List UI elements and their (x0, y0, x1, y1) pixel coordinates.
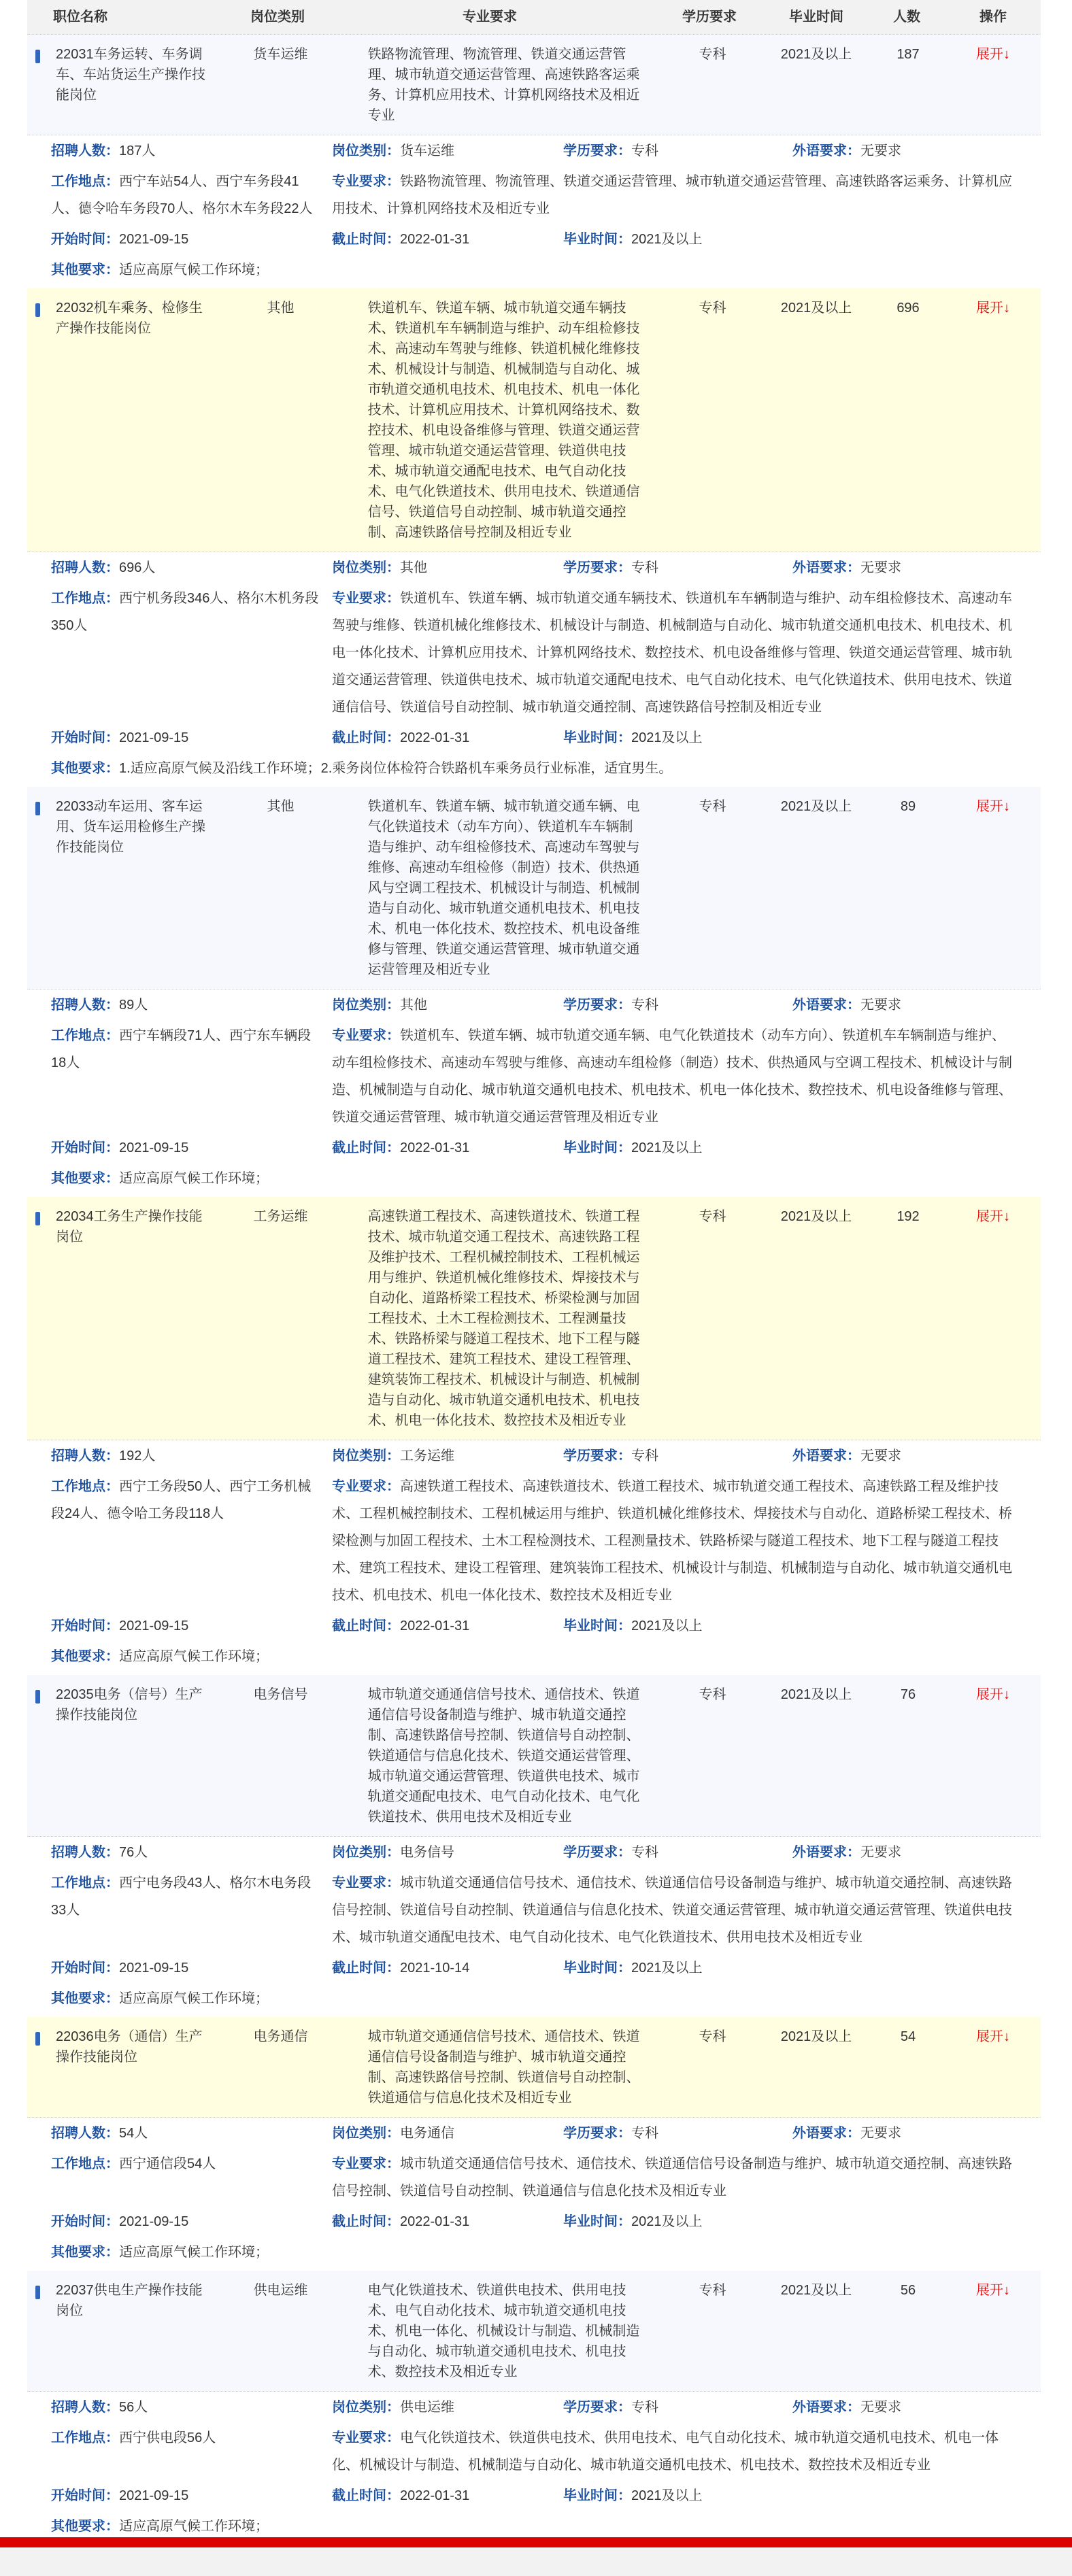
label-language: 外语要求： (792, 1448, 860, 1463)
footer-red-bar (0, 2537, 1072, 2547)
detail-language: 无要求 (860, 1448, 901, 1463)
label-count: 招聘人数： (51, 143, 119, 158)
position-summary (27, 787, 1041, 989)
detail-majors: 城市轨道交通通信信号技术、通信技术、铁道通信信号设备制造与维护、城市轨道交通控制、高速铁路信号控制、铁道信号自动控制、铁道通信与信息化技术、铁道交通运营管理、城市轨道交通运营管理、铁道供电技术、城市轨道交通配电技术、电气自动化技术、电气化铁道技术、供用电技术及相近专业 (332, 1876, 1012, 1945)
label-major: 专业要求： (332, 174, 400, 189)
row-marker-icon (35, 1212, 40, 1225)
detail-count: 76人 (119, 1845, 148, 1860)
label-start: 开始时间： (51, 1961, 119, 1976)
label-education: 学历要求： (563, 143, 631, 158)
detail-other: 1.适应高原气候及沿线工作环境；2.乘务岗位体检符合铁路机车乘务员行业标准，适宜男生。 (119, 761, 673, 776)
detail-location: 西宁机务段346人、格尔木机务段350人 (51, 591, 319, 633)
detail-majors: 城市轨道交通通信信号技术、通信技术、铁道通信信号设备制造与维护、城市轨道交通控制、高速铁路信号控制、铁道信号自动控制、铁道通信与信息化技术及相近专业 (332, 2156, 1012, 2199)
detail-language: 无要求 (860, 2400, 901, 2415)
position-name: 22034工务生产操作技能岗位 (56, 1209, 203, 1244)
position-education: 专科 (699, 47, 726, 62)
position-majors: 城市轨道交通通信信号技术、通信技术、铁道通信信号设备制造与维护、城市轨道交通控制、高速铁路信号控制、铁道信号自动控制、铁道通信与信息化技术、铁道交通运营管理、城市轨道交通运营管理、铁道供电技术、城市轨道交通配电技术、电气自动化技术、电气化铁道技术、供用电技术及相近专业 (367, 1687, 640, 1825)
detail-language: 无要求 (860, 2126, 901, 2141)
label-end: 截止时间： (332, 1961, 400, 1976)
position-count: 696 (897, 301, 920, 316)
label-language: 外语要求： (792, 560, 860, 575)
label-major: 专业要求： (332, 1479, 400, 1494)
detail-graduation: 2021及以上 (631, 1140, 703, 1155)
detail-start: 2021-09-15 (119, 2214, 189, 2229)
label-end: 截止时间： (332, 1619, 400, 1633)
position-majors: 铁路物流管理、物流管理、铁道交通运营管理、城市轨道交通运营管理、高速铁路客运乘务、计算机应用技术、计算机网络技术及相近专业 (367, 47, 640, 123)
detail-education: 专科 (631, 2400, 658, 2415)
position-category: 供电运维 (253, 2283, 308, 2298)
label-start: 开始时间： (51, 2488, 119, 2503)
label-major: 专业要求： (332, 1028, 400, 1043)
detail-education: 专科 (631, 1448, 658, 1463)
detail-other: 适应高原气候工作环境； (119, 1649, 269, 1664)
position-row (27, 1675, 1041, 2017)
detail-category: 其他 (400, 998, 427, 1013)
position-detail (27, 135, 1041, 288)
detail-education: 专科 (631, 560, 658, 575)
detail-end: 2022-01-31 (400, 2488, 470, 2503)
detail-category: 电务通信 (400, 2126, 454, 2141)
label-start: 开始时间： (51, 730, 119, 745)
position-category: 电务信号 (253, 1687, 308, 1702)
position-category: 其他 (267, 799, 295, 814)
position-graduation: 2021及以上 (780, 2283, 852, 2298)
label-graduation: 毕业时间： (563, 1961, 631, 1976)
detail-end: 2022-01-31 (400, 1140, 470, 1155)
detail-end: 2022-01-31 (400, 1619, 470, 1633)
expand-button[interactable]: 展开↓ (976, 2029, 1010, 2044)
position-detail (27, 989, 1041, 1197)
label-other: 其他要求： (51, 761, 119, 776)
detail-start: 2021-09-15 (119, 1961, 189, 1976)
header-name: 职位名称 (53, 10, 107, 24)
label-education: 学历要求： (563, 1448, 631, 1463)
label-other: 其他要求： (51, 2519, 119, 2534)
position-detail (27, 1440, 1041, 1675)
label-language: 外语要求： (792, 2126, 860, 2141)
position-row (27, 2271, 1041, 2545)
detail-count: 192人 (119, 1448, 156, 1463)
label-end: 截止时间： (332, 232, 400, 247)
position-detail (27, 552, 1041, 787)
label-count: 招聘人数： (51, 2400, 119, 2415)
detail-end: 2022-01-31 (400, 730, 470, 745)
detail-location: 西宁工务段50人、西宁工务机械段24人、德令哈工务段118人 (51, 1479, 312, 1521)
label-count: 招聘人数： (51, 2126, 119, 2141)
detail-other: 适应高原气候工作环境； (119, 2519, 269, 2534)
position-education: 专科 (699, 1209, 726, 1224)
label-language: 外语要求： (792, 1845, 860, 1860)
label-other: 其他要求： (51, 1649, 119, 1664)
position-count: 187 (897, 47, 920, 62)
position-graduation: 2021及以上 (780, 2029, 852, 2044)
detail-language: 无要求 (860, 998, 901, 1013)
detail-language: 无要求 (860, 1845, 901, 1860)
position-summary (27, 1675, 1041, 1837)
label-end: 截止时间： (332, 2214, 400, 2229)
label-other: 其他要求： (51, 1991, 119, 2006)
footer (0, 2547, 1072, 2576)
expand-button[interactable]: 展开↓ (976, 301, 1010, 316)
label-graduation: 毕业时间： (563, 1140, 631, 1155)
position-summary (27, 288, 1041, 552)
header-count: 人数 (893, 10, 920, 24)
detail-start: 2021-09-15 (119, 232, 189, 247)
detail-category: 供电运维 (400, 2400, 454, 2415)
row-marker-icon (35, 303, 40, 317)
detail-other: 适应高原气候工作环境； (119, 2245, 269, 2260)
table-header (27, 0, 1041, 35)
position-name: 22033动车运用、客车运用、货车运用检修生产操作技能岗位 (56, 799, 205, 855)
detail-education: 专科 (631, 1845, 658, 1860)
position-majors: 铁道机车、铁道车辆、城市轨道交通车辆技术、铁道机车车辆制造与维护、动车组检修技术、高速动车驾驶与维修、铁道机械化维修技术、机械设计与制造、机械制造与自动化、城市轨道交通机电技术、机电技术、机电一体化技术、计算机应用技术、计算机网络技术、数控技术、机电设备维修与管理、铁道交通运营管理、城市轨道交通运营管理、铁道供电技术、城市轨道交通配电技术、电气自动化技术、电气化铁道技术、供用电技术、铁道通信信号、铁道信号自动控制、城市轨道交通控制、高速铁路信号控制及相近专业 (367, 301, 640, 540)
position-count: 56 (900, 2283, 916, 2298)
label-start: 开始时间： (51, 1619, 119, 1633)
position-name: 22035电务（信号）生产操作技能岗位 (56, 1687, 203, 1723)
label-count: 招聘人数： (51, 998, 119, 1013)
label-location: 工作地点： (51, 174, 119, 189)
header-category: 岗位类别 (250, 10, 305, 24)
detail-location: 西宁车站54人、西宁车务段41人、德令哈车务段70人、格尔木车务段22人 (51, 174, 313, 216)
header-major: 专业要求 (463, 10, 517, 24)
detail-graduation: 2021及以上 (631, 1619, 703, 1633)
label-end: 截止时间： (332, 1140, 400, 1155)
label-other: 其他要求： (51, 2245, 119, 2260)
detail-location: 西宁车辆段71人、西宁东车辆段18人 (51, 1028, 312, 1070)
label-major: 专业要求： (332, 2430, 400, 2445)
label-start: 开始时间： (51, 1140, 119, 1155)
detail-end: 2022-01-31 (400, 232, 470, 247)
label-language: 外语要求： (792, 998, 860, 1013)
position-majors: 铁道机车、铁道车辆、城市轨道交通车辆、电气化铁道技术（动车方向）、铁道机车车辆制造与维护、动车组检修技术、高速动车驾驶与维修、高速动车组检修（制造）技术、供热通风与空调工程技术、机械设计与制造、机械制造与自动化、城市轨道交通机电技术、机电技术、机电一体化技术、数控技术、机电设备维修与管理、铁道交通运营管理、城市轨道交通运营管理及相近专业 (367, 799, 640, 977)
position-majors: 电气化铁道技术、铁道供电技术、供用电技术、电气自动化技术、城市轨道交通机电技术、机电一体化、机械设计与制造、机械制造与自动化、城市轨道交通机电技术、机电技术、数控技术及相近专业 (367, 2283, 640, 2379)
detail-category: 电务信号 (400, 1845, 454, 1860)
label-category: 岗位类别： (332, 1448, 400, 1463)
position-graduation: 2021及以上 (780, 799, 852, 814)
position-summary (27, 35, 1041, 135)
detail-count: 54人 (119, 2126, 148, 2141)
detail-location: 西宁电务段43人、格尔木电务段33人 (51, 1876, 312, 1918)
label-education: 学历要求： (563, 998, 631, 1013)
label-count: 招聘人数： (51, 1448, 119, 1463)
detail-language: 无要求 (860, 560, 901, 575)
detail-language: 无要求 (860, 143, 901, 158)
detail-start: 2021-09-15 (119, 1619, 189, 1633)
detail-education: 专科 (631, 2126, 658, 2141)
position-education: 专科 (699, 2283, 726, 2298)
position-education: 专科 (699, 799, 726, 814)
detail-count: 187人 (119, 143, 156, 158)
label-start: 开始时间： (51, 2214, 119, 2229)
header-education: 学历要求 (682, 10, 737, 24)
position-category: 货车运维 (253, 47, 308, 62)
position-name: 22037供电生产操作技能岗位 (56, 2283, 203, 2318)
row-marker-icon (35, 50, 40, 63)
expand-button[interactable]: 展开↓ (976, 47, 1010, 62)
row-marker-icon (35, 2032, 40, 2046)
position-row (27, 288, 1041, 787)
position-majors: 高速铁道工程技术、高速铁道技术、铁道工程技术、城市轨道交通工程技术、高速铁路工程及维护技术、工程机械控制技术、工程机械运用与维护、铁道机械化维修技术、焊接技术与自动化、道路桥梁工程技术、桥梁检测与加固工程技术、土木工程检测技术、工程测量技术、铁路桥梁与隧道工程技术、地下工程与隧道工程技术、建筑工程技术、建设工程管理、建筑装饰工程技术、机械设计与制造、机械制造与自动化、城市轨道交通机电技术、机电技术、机电一体化技术、数控技术及相近专业 (367, 1209, 640, 1428)
label-category: 岗位类别： (332, 143, 400, 158)
position-graduation: 2021及以上 (780, 301, 852, 316)
label-category: 岗位类别： (332, 998, 400, 1013)
position-education: 专科 (699, 1687, 726, 1702)
detail-start: 2021-09-15 (119, 1140, 189, 1155)
positions-table (27, 0, 1041, 2545)
position-name: 22036电务（通信）生产操作技能岗位 (56, 2029, 203, 2065)
detail-end: 2021-10-14 (400, 1961, 470, 1976)
label-education: 学历要求： (563, 1845, 631, 1860)
detail-count: 56人 (119, 2400, 148, 2415)
detail-graduation: 2021及以上 (631, 232, 703, 247)
position-category: 其他 (267, 301, 295, 316)
position-category: 电务通信 (253, 2029, 308, 2044)
expand-button[interactable]: 展开↓ (976, 799, 1010, 814)
detail-majors: 高速铁道工程技术、高速铁道技术、铁道工程技术、城市轨道交通工程技术、高速铁路工程及维护技术、工程机械控制技术、工程机械运用与维护、铁道机械化维修技术、焊接技术与自动化、道路桥梁工程技术、桥梁检测与加固工程技术、土木工程检测技术、工程测量技术、铁路桥梁与隧道工程技术、地下工程与隧道工程技术、建筑工程技术、建设工程管理、建筑装饰工程技术、机械设计与制造、机械制造与自动化、城市轨道交通机电技术、机电技术、机电一体化技术、数控技术及相近专业 (332, 1479, 1012, 1603)
label-language: 外语要求： (792, 143, 860, 158)
expand-button[interactable]: 展开↓ (976, 1209, 1010, 1224)
label-major: 专业要求： (332, 2156, 400, 2171)
position-summary (27, 2271, 1041, 2392)
position-detail (27, 2118, 1041, 2271)
detail-category: 其他 (400, 560, 427, 575)
detail-graduation: 2021及以上 (631, 2214, 703, 2229)
label-count: 招聘人数： (51, 560, 119, 575)
label-category: 岗位类别： (332, 2400, 400, 2415)
label-graduation: 毕业时间： (563, 2214, 631, 2229)
detail-other: 适应高原气候工作环境； (119, 1171, 269, 1186)
detail-location: 西宁通信段54人 (119, 2156, 216, 2171)
position-category: 工务运维 (253, 1209, 308, 1224)
row-marker-icon (35, 2286, 40, 2299)
expand-button[interactable]: 展开↓ (976, 1687, 1010, 1702)
label-location: 工作地点： (51, 1479, 119, 1494)
label-graduation: 毕业时间： (563, 232, 631, 247)
position-count: 76 (900, 1687, 916, 1702)
position-row (27, 787, 1041, 1197)
header-graduation: 毕业时间 (789, 10, 843, 24)
label-education: 学历要求： (563, 2400, 631, 2415)
position-count: 54 (900, 2029, 916, 2044)
detail-other: 适应高原气候工作环境； (119, 262, 269, 277)
detail-education: 专科 (631, 998, 658, 1013)
row-marker-icon (35, 1690, 40, 1704)
detail-start: 2021-09-15 (119, 730, 189, 745)
label-location: 工作地点： (51, 2156, 119, 2171)
detail-category: 货车运维 (400, 143, 454, 158)
detail-majors: 铁路物流管理、物流管理、铁道交通运营管理、城市轨道交通运营管理、高速铁路客运乘务、计算机应用技术、计算机网络技术及相近专业 (332, 174, 1012, 216)
label-education: 学历要求： (563, 2126, 631, 2141)
position-summary (27, 1197, 1041, 1440)
row-marker-icon (35, 802, 40, 815)
detail-category: 工务运维 (400, 1448, 454, 1463)
label-category: 岗位类别： (332, 2126, 400, 2141)
label-start: 开始时间： (51, 232, 119, 247)
position-graduation: 2021及以上 (780, 47, 852, 62)
label-category: 岗位类别： (332, 1845, 400, 1860)
label-language: 外语要求： (792, 2400, 860, 2415)
label-location: 工作地点： (51, 1028, 119, 1043)
detail-majors: 铁道机车、铁道车辆、城市轨道交通车辆、电气化铁道技术（动车方向）、铁道机车车辆制造与维护、动车组检修技术、高速动车驾驶与维修、高速动车组检修（制造）技术、供热通风与空调工程技术、机械设计与制造、机械制造与自动化、城市轨道交通机电技术、机电技术、机电一体化技术、数控技术、机电设备维修与管理、铁道交通运营管理、城市轨道交通运营管理及相近专业 (332, 1028, 1012, 1125)
expand-button[interactable]: 展开↓ (976, 2283, 1010, 2298)
detail-graduation: 2021及以上 (631, 2488, 703, 2503)
label-end: 截止时间： (332, 730, 400, 745)
label-other: 其他要求： (51, 1171, 119, 1186)
header-operation: 操作 (979, 10, 1007, 24)
label-location: 工作地点： (51, 1876, 119, 1891)
position-detail (27, 2392, 1041, 2545)
position-summary (27, 2017, 1041, 2118)
position-count: 89 (900, 799, 916, 814)
label-graduation: 毕业时间： (563, 1619, 631, 1633)
position-count: 192 (897, 1209, 920, 1224)
detail-count: 696人 (119, 560, 156, 575)
detail-end: 2022-01-31 (400, 2214, 470, 2229)
position-row (27, 35, 1041, 288)
label-category: 岗位类别： (332, 560, 400, 575)
position-graduation: 2021及以上 (780, 1687, 852, 1702)
detail-graduation: 2021及以上 (631, 730, 703, 745)
label-graduation: 毕业时间： (563, 2488, 631, 2503)
detail-location: 西宁供电段56人 (119, 2430, 216, 2445)
label-end: 截止时间： (332, 2488, 400, 2503)
position-row (27, 2017, 1041, 2271)
position-graduation: 2021及以上 (780, 1209, 852, 1224)
label-location: 工作地点： (51, 591, 119, 606)
position-education: 专科 (699, 301, 726, 316)
label-location: 工作地点： (51, 2430, 119, 2445)
label-graduation: 毕业时间： (563, 730, 631, 745)
position-detail (27, 1837, 1041, 2017)
label-education: 学历要求： (563, 560, 631, 575)
detail-graduation: 2021及以上 (631, 1961, 703, 1976)
label-major: 专业要求： (332, 591, 400, 606)
detail-education: 专科 (631, 143, 658, 158)
label-major: 专业要求： (332, 1876, 400, 1891)
position-majors: 城市轨道交通通信信号技术、通信技术、铁道通信信号设备制造与维护、城市轨道交通控制、高速铁路信号控制、铁道信号自动控制、铁道通信与信息化技术及相近专业 (367, 2029, 640, 2105)
position-education: 专科 (699, 2029, 726, 2044)
detail-count: 89人 (119, 998, 148, 1013)
position-row (27, 1197, 1041, 1675)
label-count: 招聘人数： (51, 1845, 119, 1860)
label-other: 其他要求： (51, 262, 119, 277)
detail-majors: 电气化铁道技术、铁道供电技术、供用电技术、电气自动化技术、城市轨道交通机电技术、机电一体化、机械设计与制造、机械制造与自动化、城市轨道交通机电技术、机电技术、数控技术及相近专业 (332, 2430, 999, 2473)
position-name: 22032机车乘务、检修生产操作技能岗位 (56, 301, 203, 336)
position-name: 22031车务运转、车务调车、车站货运生产操作技能岗位 (56, 47, 205, 103)
detail-start: 2021-09-15 (119, 2488, 189, 2503)
detail-majors: 铁道机车、铁道车辆、城市轨道交通车辆技术、铁道机车车辆制造与维护、动车组检修技术、高速动车驾驶与维修、铁道机械化维修技术、机械设计与制造、机械制造与自动化、城市轨道交通机电技术、机电技术、机电一体化技术、计算机应用技术、计算机网络技术、数控技术、机电设备维修与管理、铁道交通运营管理、城市轨道交通运营管理、铁道供电技术、城市轨道交通配电技术、电气自动化技术、电气化铁道技术、供用电技术、铁道通信信号、铁道信号自动控制、城市轨道交通控制、高速铁路信号控制及相近专业 (332, 591, 1012, 715)
detail-other: 适应高原气候工作环境； (119, 1991, 269, 2006)
